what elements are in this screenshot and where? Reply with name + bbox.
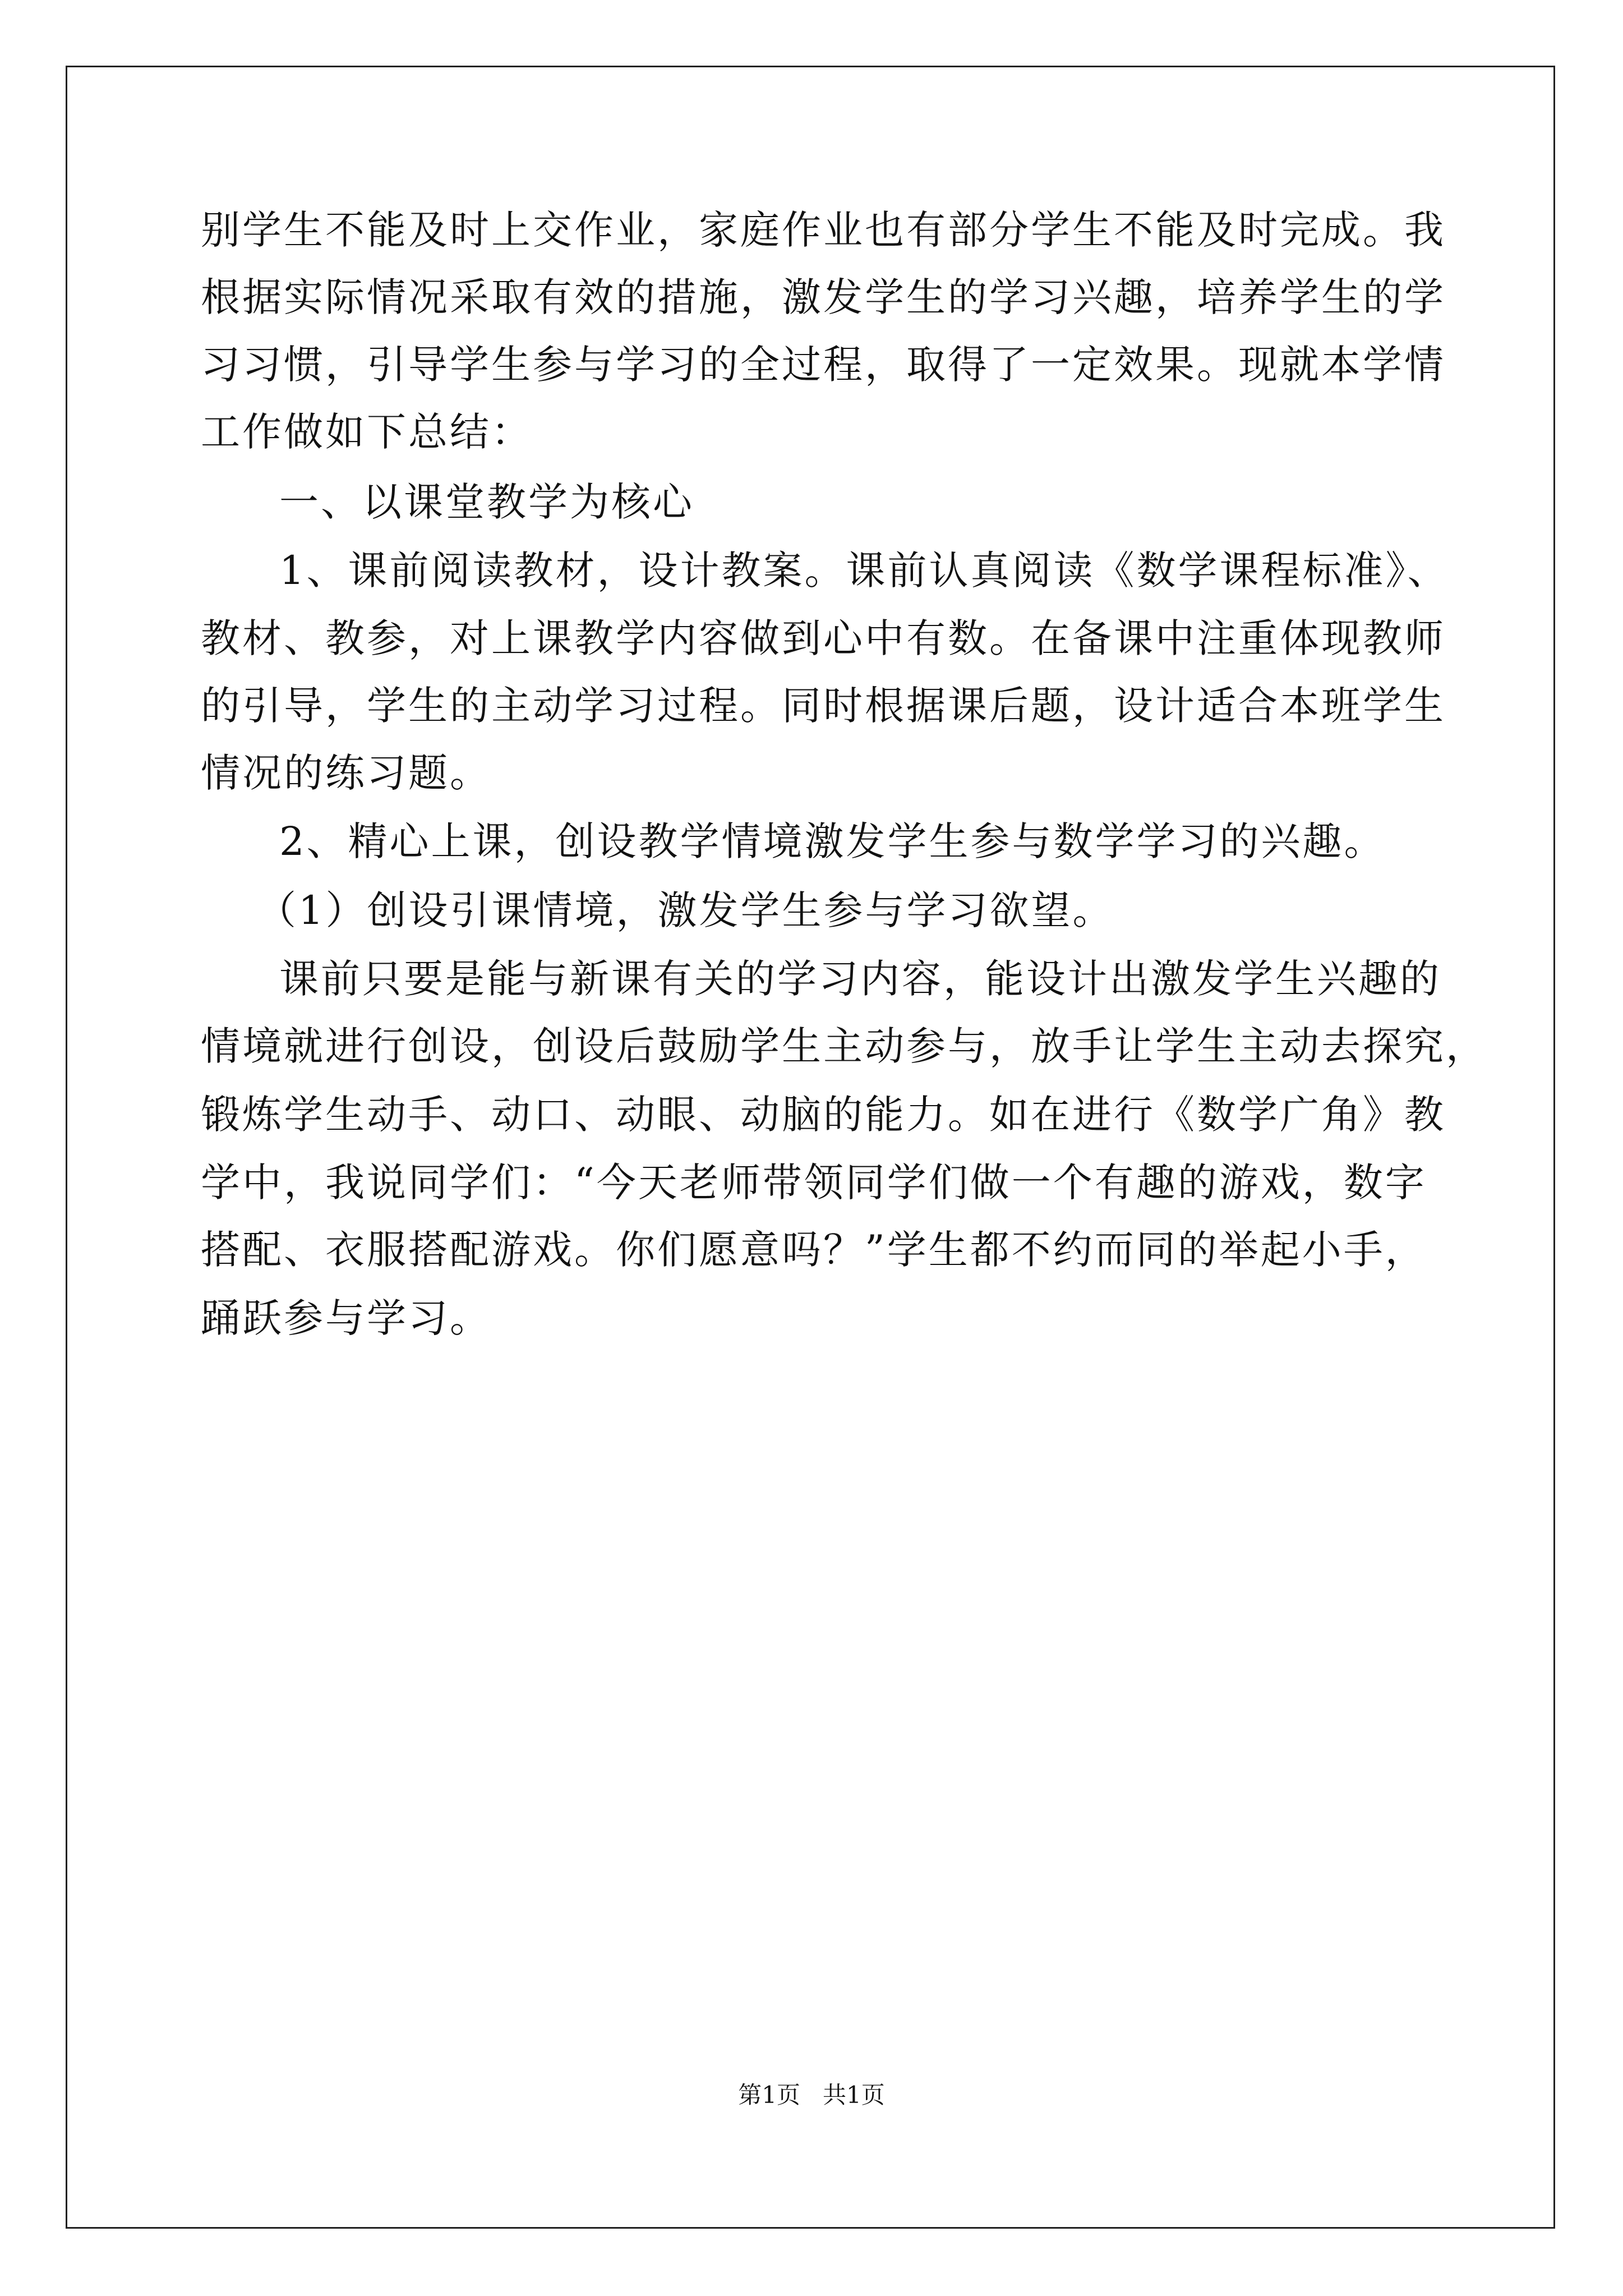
text-line-7: 教材、教参，对上课教学内容做到心中有数。在备课中注重体现教师 bbox=[201, 615, 1446, 661]
text-line-1: 别学生不能及时上交作业，家庭作业也有部分学生不能及时完成。我 bbox=[201, 207, 1446, 253]
text-line-13: 情境就进行创设，创设后鼓励学生主动参与，放手让学生主动去探究， bbox=[201, 1023, 1487, 1069]
text-line-10: 2、精心上课，创设教学情境激发学生参与数学学习的兴趣。 bbox=[279, 818, 1386, 864]
text-line-6: 1、课前阅读教材，设计教案。课前认真阅读《数学课程标准》、 bbox=[279, 547, 1449, 593]
text-line-3: 习习惯，引导学生参与学习的全过程，取得了一定效果。现就本学情 bbox=[201, 342, 1446, 388]
page-number-footer: 第1页 共1页 bbox=[738, 2081, 885, 2109]
text-line-2: 根据实际情况采取有效的措施，激发学生的学习兴趣，培养学生的学 bbox=[201, 274, 1446, 320]
text-line-15: 学中，我说同学们：“今天老师带领同学们做一个有趣的游戏，数字 bbox=[201, 1159, 1427, 1205]
text-line-4: 工作做如下总结： bbox=[201, 409, 533, 455]
text-line-9: 情况的练习题。 bbox=[201, 750, 491, 796]
text-line-8: 的引导，学生的主动学习过程。同时根据课后题，设计适合本班学生 bbox=[201, 683, 1446, 729]
subsection-heading-1: （1）创设引课情境，激发学生参与学习欲望。 bbox=[257, 887, 1114, 933]
text-line-14: 锻炼学生动手、动口、动眼、动脑的能力。如在进行《数学广角》教 bbox=[201, 1092, 1446, 1138]
text-line-16: 搭配、衣服搭配游戏。你们愿意吗？”学生都不约而同的举起小手， bbox=[201, 1227, 1427, 1273]
section-heading-1: 一、以课堂教学为核心 bbox=[279, 479, 694, 525]
text-line-12: 课前只要是能与新课有关的学习内容，能设计出激发学生兴趣的 bbox=[279, 956, 1441, 1002]
text-line-17: 踊跃参与学习。 bbox=[201, 1295, 491, 1341]
